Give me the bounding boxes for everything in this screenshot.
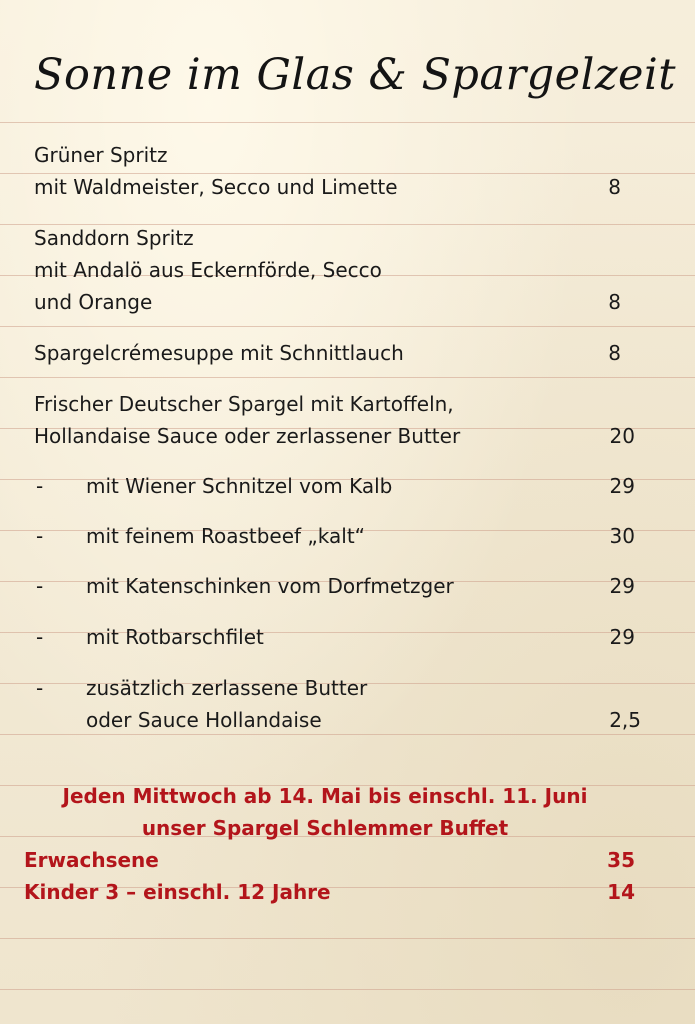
item-price: 29 (609, 625, 635, 649)
item-price: 2,5 (609, 708, 641, 732)
ruled-line (0, 224, 695, 225)
item-description: und Orange (34, 290, 153, 314)
subitem-name: mit feinem Roastbeef „kalt“ (86, 524, 366, 548)
dash-bullet: - (36, 524, 44, 548)
dash-bullet: - (36, 574, 44, 598)
dash-bullet: - (36, 676, 44, 700)
item-price: 8 (608, 341, 621, 365)
item-price: 8 (608, 175, 621, 199)
buffet-row-label: Kinder 3 – einschl. 12 Jahre (24, 880, 331, 904)
item-price: 29 (609, 574, 635, 598)
item-price: 29 (609, 474, 635, 498)
item-price: 30 (609, 524, 635, 548)
buffet-row-price: 35 (607, 848, 635, 872)
buffet-subheadline: unser Spargel Schlemmer Buffet (141, 816, 509, 840)
subitem-description: oder Sauce Hollandaise (86, 708, 322, 732)
item-description: mit Andalö aus Eckernförde, Secco (34, 258, 382, 282)
dash-bullet: - (36, 625, 44, 649)
subitem-name: mit Katenschinken vom Dorfmetzger (86, 574, 454, 598)
ruled-line (0, 173, 695, 174)
item-price: 8 (608, 290, 621, 314)
item-name: Spargelcrémesuppe mit Schnittlauch (34, 341, 404, 365)
ruled-line (0, 122, 695, 123)
item-description: Hollandaise Sauce oder zerlassener Butter (34, 424, 461, 448)
item-name: Grüner Spritz (34, 143, 168, 167)
ruled-line (0, 326, 695, 327)
item-price: 20 (609, 424, 635, 448)
ruled-line (0, 989, 695, 990)
subitem-name: mit Rotbarschfilet (86, 625, 264, 649)
subitem-name: zusätzlich zerlassene Butter (86, 676, 368, 700)
buffet-row-price: 14 (607, 880, 635, 904)
menu-title: Sonne im Glas & Spargelzeit (34, 50, 676, 100)
ruled-line (0, 734, 695, 735)
item-name: Frischer Deutscher Spargel mit Kartoffeln, (34, 392, 454, 416)
item-description: mit Waldmeister, Secco und Limette (34, 175, 398, 199)
dash-bullet: - (36, 474, 44, 498)
ruled-line (0, 377, 695, 378)
ruled-line (0, 938, 695, 939)
buffet-headline: Jeden Mittwoch ab 14. Mai bis einschl. 11. Juni (62, 784, 588, 808)
buffet-row-label: Erwachsene (24, 848, 159, 872)
item-name: Sanddorn Spritz (34, 226, 194, 250)
subitem-name: mit Wiener Schnitzel vom Kalb (86, 474, 393, 498)
